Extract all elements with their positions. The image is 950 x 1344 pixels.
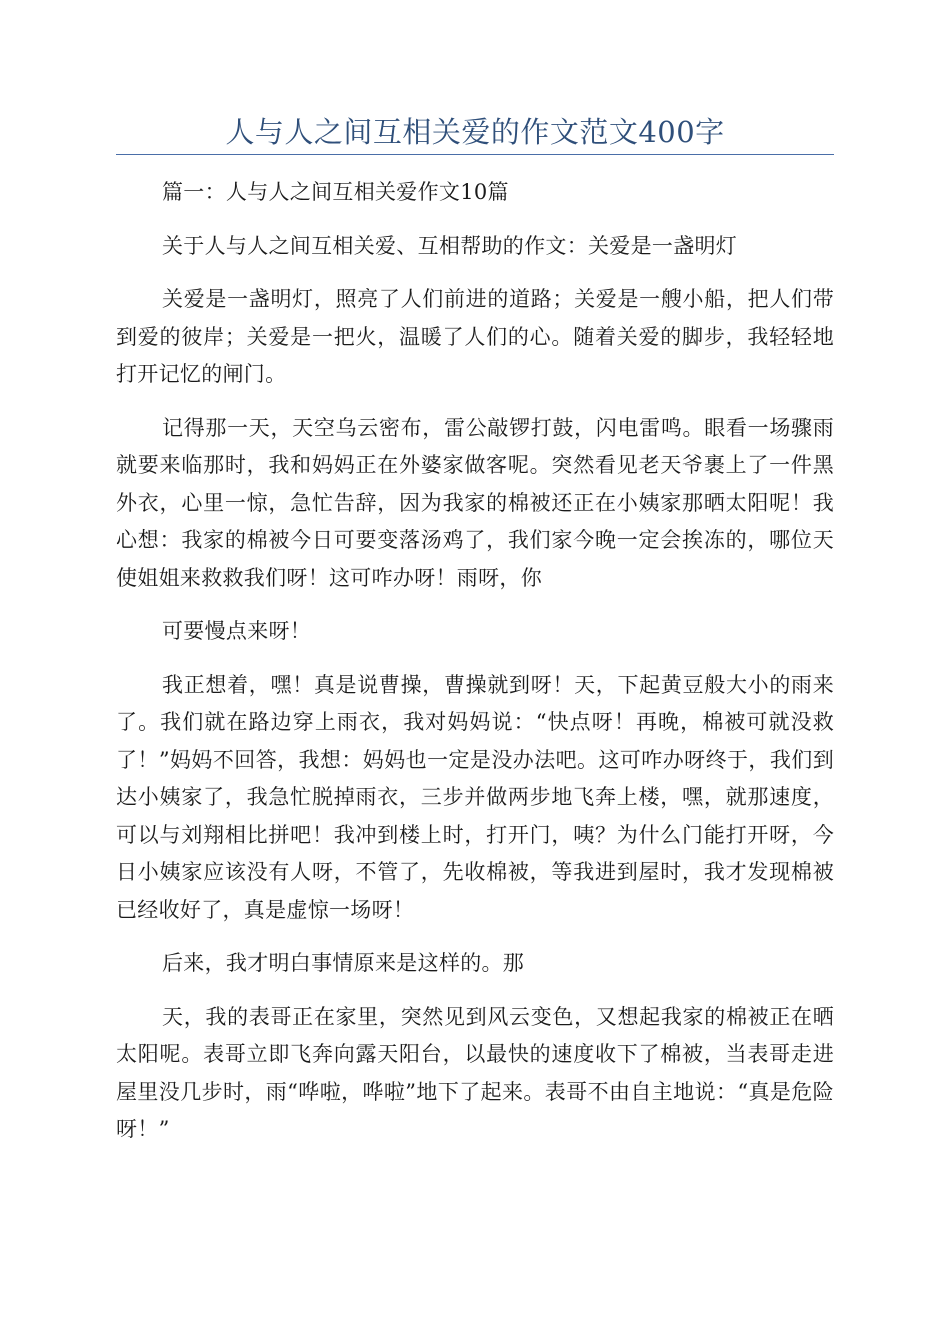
paragraph: 记得那一天，天空乌云密布，雷公敲锣打鼓，闪电雷鸣。眼看一场骤雨就要来临那时，我和妈妈正在外婆家做客呢。突然看见老天爷裹上了一件黑外衣，心里一惊，急忙告辞，因为我家的棉被还正在小姨家那晒太阳呢！我心想：我家的棉被今日可要变落汤鸡了，我们家今晚一定会挨冻的，哪位天使姐姐来救救我们呀！这可咋办呀！雨呀，你	[116, 415, 834, 590]
section-heading: 篇一：人与人之间互相关爱作文10篇	[162, 180, 509, 204]
paragraph: 后来，我才明白事情原来是这样的。那	[162, 951, 525, 975]
essay-subtitle: 关于人与人之间互相关爱、互相帮助的作文：关爱是一盏明灯	[162, 233, 738, 258]
paragraph: 可要慢点来呀！	[162, 619, 312, 643]
paragraph: 关爱是一盏明灯，照亮了人们前进的道路；关爱是一艘小船，把人们带到爱的彼岸；关爱是一把火，温暖了人们的心。随着关爱的脚步，我轻轻地打开记忆的闸门。	[116, 287, 834, 386]
title-underline	[116, 154, 834, 155]
document-title: 人与人之间互相关爱的作文范文400字	[225, 115, 725, 149]
paragraph: 天，我的表哥正在家里，突然见到风云变色，又想起我家的棉被正在晒太阳呢。表哥立即飞奔向露天阳台，以最快的速度收下了棉被，当表哥走进屋里没几步时，雨“哗啦，哗啦”地下了起来。表哥不由自主地说：“真是危险呀！”	[116, 1004, 834, 1141]
paragraph: 我正想着，嘿！真是说曹操，曹操就到呀！天，下起黄豆般大小的雨来了。我们就在路边穿上雨衣，我对妈妈说：“快点呀！再晚，棉被可就没救了！”妈妈不回答，我想：妈妈也一定是没办法吧。这可咋办呀终于，我们到达小姨家了，我急忙脱掉雨衣，三步并做两步地飞奔上楼，嘿，就那速度，可以与刘翔相比拼吧！我冲到楼上时，打开门，咦？为什么门能打开呀，今日小姨家应该没有人呀，不管了，先收棉被，等我进到屋时，我才发现棉被已经收好了，真是虚惊一场呀！	[116, 672, 834, 922]
document-body	[116, 174, 834, 1165]
